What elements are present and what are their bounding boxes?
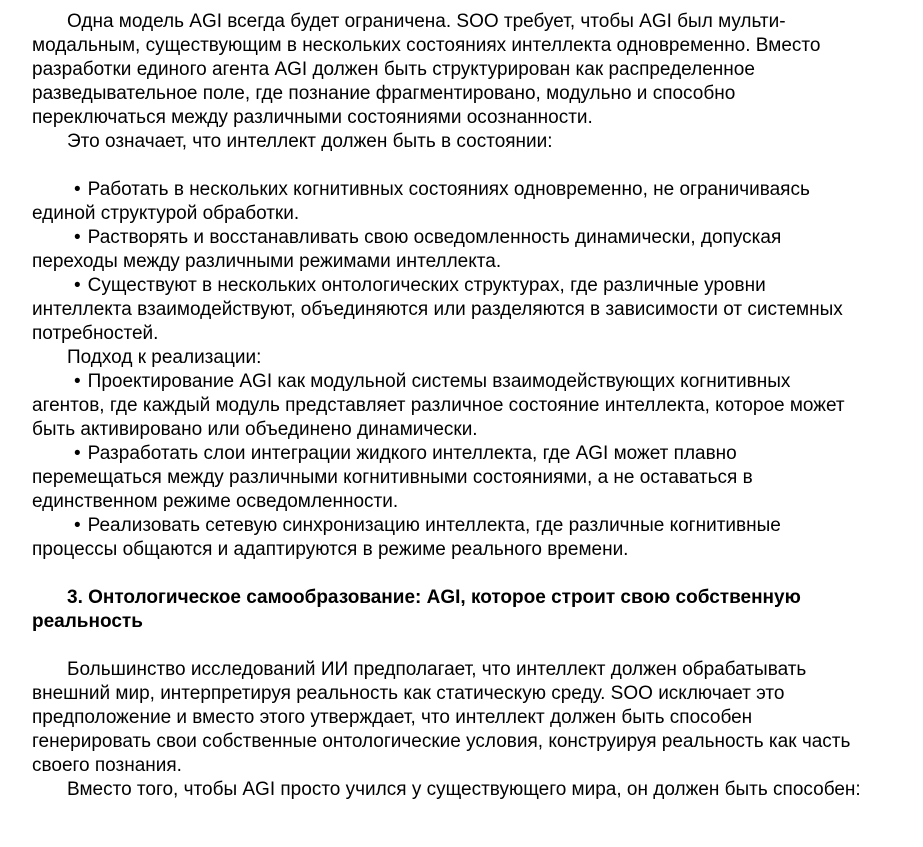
bullet-icon: • [74,371,81,392]
bullet-icon: • [74,515,81,536]
bullet-item [32,370,862,442]
bullet-text: Растворять и восстанавливать свою осведомленность динамически, допуская переходы между различными режимами интеллекта. [32,227,782,272]
bullet-text: Проектирование AGI как модульной системы взаимодействующих когнитивных агентов, где каждый модуль представляет различное состояние интеллекта, которое может быть активировано или объединено динамически. [32,371,845,440]
section-heading: 3. Онтологическое самообразование: AGI, которое строит свою собственную реальность [32,587,801,632]
paragraph: Это означает, что интеллект должен быть в состоянии: [67,131,553,152]
bullet-text: Существуют в нескольких онтологических структурах, где различные уровни интеллекта взаимодействуют, объединяются или разделяются в зависимости от системных потребностей. [32,275,843,344]
paragraph: Одна модель AGI всегда будет ограничена. SOO требует, чтобы AGI был мульти-модальным, существующим в нескольких состояниях интеллекта одновременно. Вместо разработки единого агента AGI должен быть структурирован как распределенное разведывательное поле, где познание фрагментировано, модульно и способно переключаться между различными состояниями осознанности. [32,11,821,128]
bullet-item [32,274,862,346]
bullet-icon: • [74,275,81,296]
blank-line [32,562,862,586]
bullet-item [32,514,862,562]
paragraph: Большинство исследований ИИ предполагает, что интеллект должен обрабатывать внешний мир, интерпретируя реальность как статическую среду. SOO исключает это предположение и вместо этого утверждает, что интеллект должен быть способен генерировать свои собственные онтологические условия, конструируя реальность как часть своего познания. [32,659,851,776]
bullet-icon: • [74,227,81,248]
blank-line [32,634,862,658]
bullet-text: Реализовать сетевую синхронизацию интеллекта, где различные когнитивные процессы общаются и адаптируются в режиме реального времени. [32,515,781,560]
bullet-text: Работать в нескольких когнитивных состояниях одновременно, не ограничиваясь единой структурой обработки. [32,179,810,224]
bullet-item [32,226,862,274]
paragraph: Вместо того, чтобы AGI просто учился у существующего мира, он должен быть способен: [67,779,861,800]
paragraph: Подход к реализации: [67,347,262,368]
bullet-item [32,442,862,514]
bullet-icon: • [74,443,81,464]
bullet-text: Разработать слои интеграции жидкого интеллекта, где AGI может плавно перемещаться между различными когнитивными состояниями, а не оставаться в единственном режиме осведомленности. [32,443,753,512]
blank-line [32,154,862,178]
bullet-icon: • [74,179,81,200]
bullet-item [32,178,862,226]
